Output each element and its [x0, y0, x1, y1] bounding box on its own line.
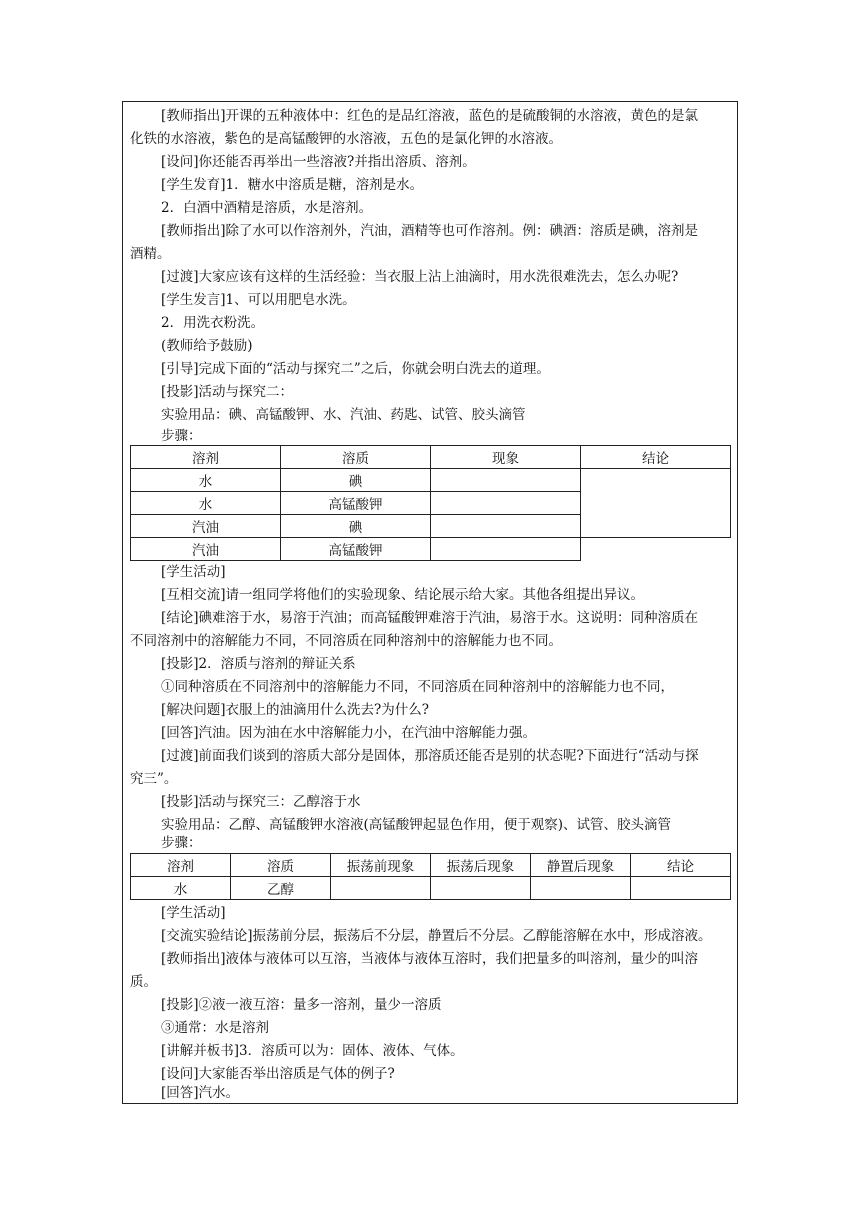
text-line: [投影]2．溶质与溶剂的辩证关系	[161, 656, 356, 672]
text-line: 步骤：	[161, 428, 202, 444]
text-line: [过渡]大家应该有这样的生活经验：当衣服上沾上油滴时，用水洗很难洗去，怎么办呢?	[161, 269, 679, 285]
table-cell: 高锰酸钾	[281, 492, 431, 515]
table-cell: 水	[131, 877, 231, 900]
header-cell: 结论	[581, 446, 731, 469]
header-cell: 现象	[431, 446, 581, 469]
text-line: [回答]汽油。因为油在水中溶解能力小，在汽油中溶解能力强。	[161, 725, 537, 741]
table-cell	[531, 877, 631, 900]
table-cell: 碘	[281, 515, 431, 538]
header-cell: 振荡后现象	[431, 854, 531, 877]
header-cell: 静置后现象	[531, 854, 631, 877]
conclusion-cell	[581, 469, 731, 538]
header-cell: 溶剂	[131, 854, 231, 877]
text-line: 不同溶剂中的溶解能力不同，不同溶质在同种溶剂中的溶解能力也不同。	[130, 633, 562, 649]
text-line: [学生发言]1、可以用肥皂水洗。	[161, 292, 356, 308]
table-cell	[631, 877, 731, 900]
text-line: [结论]碘难溶于水，易溶于汽油；而高锰酸钾难溶于汽油，易溶于水。这说明：同种溶质在	[161, 610, 699, 626]
table-row	[131, 469, 731, 492]
text-line: 实验用品：碘、高锰酸钾、水、汽油、药匙、试管、胶头滴管	[161, 407, 526, 423]
text-line: [设问]你还能否再举出一些溶液?并指出溶质、溶剂。	[161, 154, 476, 170]
text-line: [过渡]前面我们谈到的溶质大部分是固体，那溶质还能否是别的状态呢?下面进行“活动与探	[161, 748, 699, 764]
text-line: [交流实验结论]振荡前分层，振荡后不分层，静置后不分层。乙醇能溶解在水中，形成溶液。	[161, 928, 712, 944]
text-line: 2．用洗衣粉洗。	[161, 315, 265, 331]
table-cell	[431, 538, 581, 561]
table-cell	[431, 469, 581, 492]
table-cell: 碘	[281, 469, 431, 492]
text-line: 2．白酒中酒精是溶质，水是溶剂。	[161, 200, 373, 216]
text-line: ①同种溶质在不同溶剂中的溶解能力不同，不同溶质在同种溶剂中的溶解能力也不同，	[161, 679, 674, 695]
table-header-row	[131, 446, 731, 469]
table-cell	[431, 492, 581, 515]
table-cell: 汽油	[131, 538, 281, 561]
text-line: [解决问题]衣服上的油滴用什么洗去?为什么?	[161, 702, 430, 718]
text-line: 步骤：	[161, 835, 202, 851]
text-line: [教师指出]液体与液体可以互溶，当液体与液体互溶时，我们把量多的叫溶剂，量少的叫溶	[161, 951, 699, 967]
text-line: [引导]完成下面的“活动与探究二”之后，你就会明白洗去的道理。	[161, 361, 550, 377]
text-line: [学生活动]	[161, 905, 226, 921]
text-line: 质。	[130, 974, 157, 990]
header-cell: 溶剂	[131, 446, 281, 469]
header-cell: 溶质	[281, 446, 431, 469]
table-cell	[331, 877, 431, 900]
experiment-table-3	[130, 853, 731, 900]
text-line: 酒精。	[130, 246, 171, 262]
text-line: [回答]汽水。	[161, 1085, 240, 1101]
table-cell	[431, 515, 581, 538]
table-cell: 高锰酸钾	[281, 538, 431, 561]
text-line: ③通常：水是溶剂	[161, 1020, 269, 1036]
table-cell	[431, 877, 531, 900]
table-row	[131, 877, 731, 900]
table-cell: 水	[131, 492, 281, 515]
table-cell: 汽油	[131, 515, 281, 538]
text-line: [讲解并板书]3．溶质可以为：固体、液体、气体。	[161, 1043, 464, 1059]
empty-cell	[581, 538, 731, 561]
header-cell: 结论	[631, 854, 731, 877]
text-line: 实验用品：乙醇、高锰酸钾水溶液(高锰酸钾起显色作用，便于观察)、试管、胶头滴管	[161, 817, 672, 833]
text-line: (教师给予鼓励)	[161, 338, 253, 354]
text-line: [学生发育]1．糖水中溶质是糖，溶剂是水。	[161, 177, 424, 193]
text-line: [学生活动]	[161, 564, 226, 580]
text-line: 究三”。	[130, 771, 178, 787]
header-cell: 溶质	[231, 854, 331, 877]
text-line: [互相交流]请一组同学将他们的实验现象、结论展示给大家。其他各组提出异议。	[161, 587, 645, 603]
table-row	[131, 538, 731, 561]
table-cell: 水	[131, 469, 281, 492]
text-line: [设问]大家能否举出溶质是气体的例子?	[161, 1066, 395, 1082]
text-line: [教师指出]开课的五种液体中：红色的是品红溶液，蓝色的是硫酸铜的水溶液，黄色的是氯	[161, 108, 699, 124]
header-cell: 振荡前现象	[331, 854, 431, 877]
table-header-row	[131, 854, 731, 877]
text-line: [教师指出]除了水可以作溶剂外，汽油，酒精等也可作溶剂。例：碘酒：溶质是碘，溶剂是	[161, 223, 699, 239]
text-line: [投影]活动与探究三：乙醇溶于水	[161, 794, 361, 810]
text-line: 化铁的水溶液，紫色的是高锰酸钾的水溶液，五色的是氯化钾的水溶液。	[130, 131, 562, 147]
table-cell: 乙醇	[231, 877, 331, 900]
text-line: [投影]活动与探究二：	[161, 384, 294, 400]
experiment-table-2	[130, 445, 731, 561]
text-line: [投影]②液一液互溶：量多一溶剂，量少一溶质	[161, 997, 442, 1013]
